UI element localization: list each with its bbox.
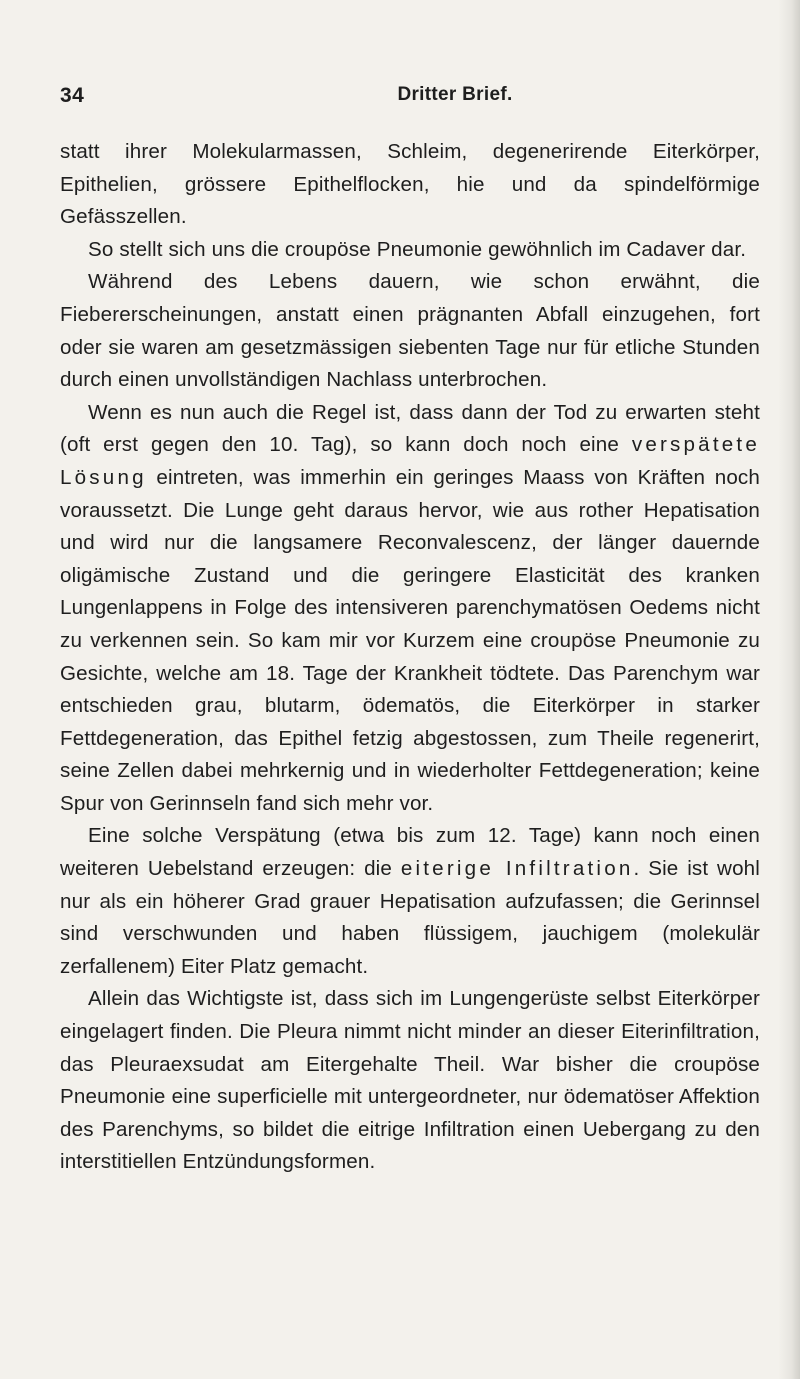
paragraph [60, 983, 760, 1179]
paragraph-text: . Sie ist wohl nur als ein höherer Grad grauer Hepatisation aufzufassen; die Gerinnsel sind verschwunden und haben flüssigem, jauchigem (molekulär zerfallenem) Eiter Platz gemacht. [60, 857, 761, 978]
paragraph [60, 266, 760, 396]
paragraph-text: Allein das Wichtigste ist, dass sich im Lungengerüste selbst Eiterkörper eingelagert finden. Die Pleura nimmt nicht minder an dieser Eiterinfiltration, das Pleuraexsudat am Eitergehalte Theil. War bisher die croupöse Pneumonie eine superficielle mit untergeordneter, nur ödematöser Affektion des Parenchyms, so bildet die eitrige Infiltration einen Uebergang zu den interstitiellen Entzündungsformen. [60, 987, 760, 1174]
paragraph [60, 234, 760, 267]
paragraph-text: Während des Lebens dauern, wie schon erwähnt, die Fiebererscheinungen, anstatt einen prägnanten Abfall einzugehen, fort oder sie waren am gesetzmässigen siebenten Tage nur für etliche Stunden durch einen unvollständigen Nachlass unterbrochen. [60, 270, 760, 392]
paragraph-text: eintreten, was immerhin ein geringes Maass von Kräften noch voraussetzt. Die Lunge geht daraus hervor, wie aus rother Hepatisation und wird nur die langsamere Reconvalescenz, der länger dauernde oligämische Zustand und die geringere Elasticität des kranken Lungenlappens in Folge des intensiveren parenchymatösen Oedems nicht zu verkennen sein. So kam mir vor Kurzem eine croupöse Pneumonie zu Gesichte, welche am 18. Tage der Krankheit tödtete. Das Parenchym war entschieden grau, blutarm, ödematös, die Eiterkörper in starker Fettdegeneration, das Epithel fetzig abgestossen, zum Theile regenerirt, seine Zellen dabei mehrkernig und in wiederholter Fettdegeneration; keine Spur von Gerinnseln fand sich mehr vor. [60, 465, 760, 815]
emphasized-term: verspätete Lösung [60, 433, 760, 489]
paragraph-text: Eine solche Verspätung (etwa bis zum 12. Tage) kann noch einen weiteren Uebelstand erzeugen: die [60, 824, 760, 881]
paragraph [60, 820, 760, 983]
running-head: Dritter Brief. [397, 84, 513, 105]
paragraph-text: statt ihrer Molekularmassen, Schleim, degenerirende Eiterkörper, Epithelien, grössere Epithelflocken, hie und da spindelförmige Gefässzellen. [60, 140, 760, 229]
page-header [60, 84, 700, 114]
paragraph-text: So stellt sich uns die croupöse Pneumonie gewöhnlich im Cadaver dar. [88, 237, 747, 261]
emphasized-term: eiterige Infiltration [400, 857, 634, 881]
paragraph [60, 136, 760, 234]
body-text [60, 136, 760, 1179]
page-number: 34 [60, 84, 85, 107]
page-edge-shadow [778, 0, 800, 1379]
paragraph [60, 397, 760, 821]
paragraph-text: Wenn es nun auch die Regel ist, dass dann der Tod zu erwarten steht (oft erst gegen den 10. Tag), so kann doch noch eine [60, 400, 760, 457]
